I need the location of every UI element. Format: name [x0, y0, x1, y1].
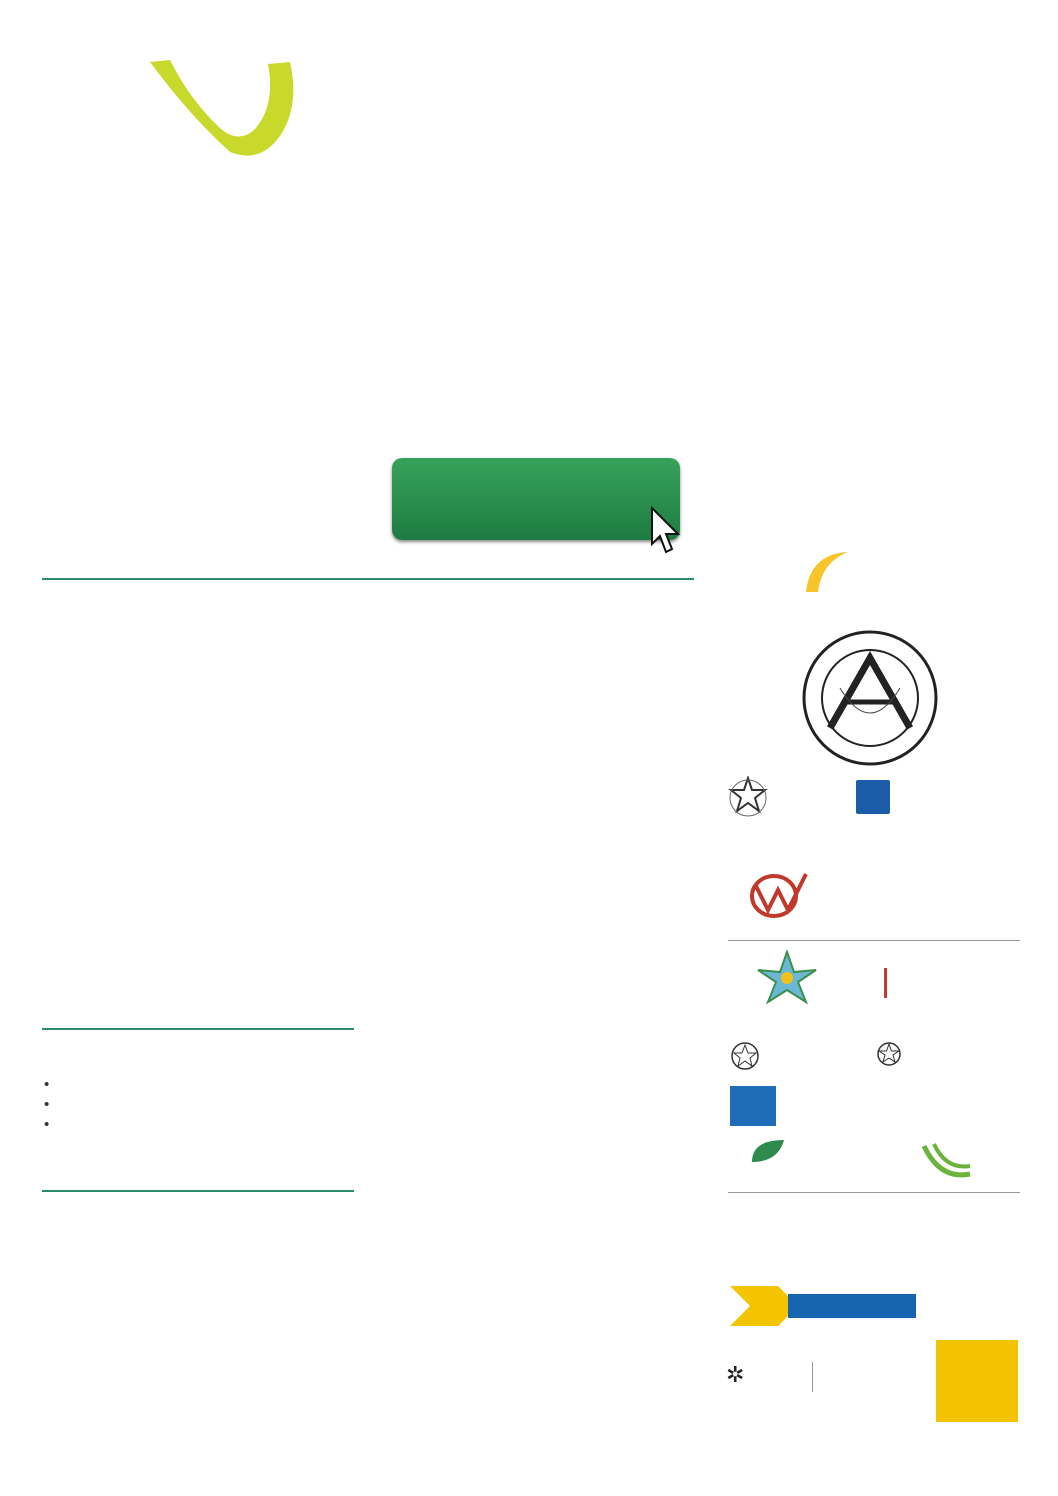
ministero-ambiente-star-icon [752, 950, 822, 1006]
repubblica-emblem-icon [876, 1040, 902, 1068]
anit-logo-mark-icon [150, 56, 310, 166]
repubblica-emblem-icon [730, 1040, 760, 1072]
flir-divider [812, 1362, 813, 1392]
periti-industriali-logo-icon [748, 870, 810, 920]
divider [728, 1192, 1020, 1193]
ordine-architetti-seal-icon [800, 628, 940, 768]
gse-logo-icon [922, 1140, 972, 1180]
list-item: • [44, 1096, 50, 1113]
flir-logo [726, 1362, 744, 1388]
list-item: • [44, 1076, 50, 1093]
geometri-logo-square [856, 780, 890, 814]
ytong-logo [936, 1340, 1018, 1422]
register-button[interactable] [392, 458, 680, 540]
divider [728, 940, 1020, 941]
cng-logo-square [730, 1086, 776, 1126]
flir-snowflake-icon: ✲ [726, 1362, 745, 1387]
repubblica-emblem-icon [728, 776, 768, 820]
divider [42, 1028, 354, 1030]
list-item: • [44, 1116, 50, 1133]
cni-red-bar [884, 968, 887, 998]
brianza-label-bg [788, 1294, 916, 1318]
cursor-pointer-icon [648, 506, 688, 558]
divider [42, 1190, 354, 1192]
legambiente-leaf-icon [748, 1136, 788, 1166]
brianza-plastica-logo [730, 1286, 916, 1326]
partecipanti-list [44, 1075, 364, 1135]
anea-swoosh-icon [800, 548, 860, 598]
divider [42, 578, 694, 580]
